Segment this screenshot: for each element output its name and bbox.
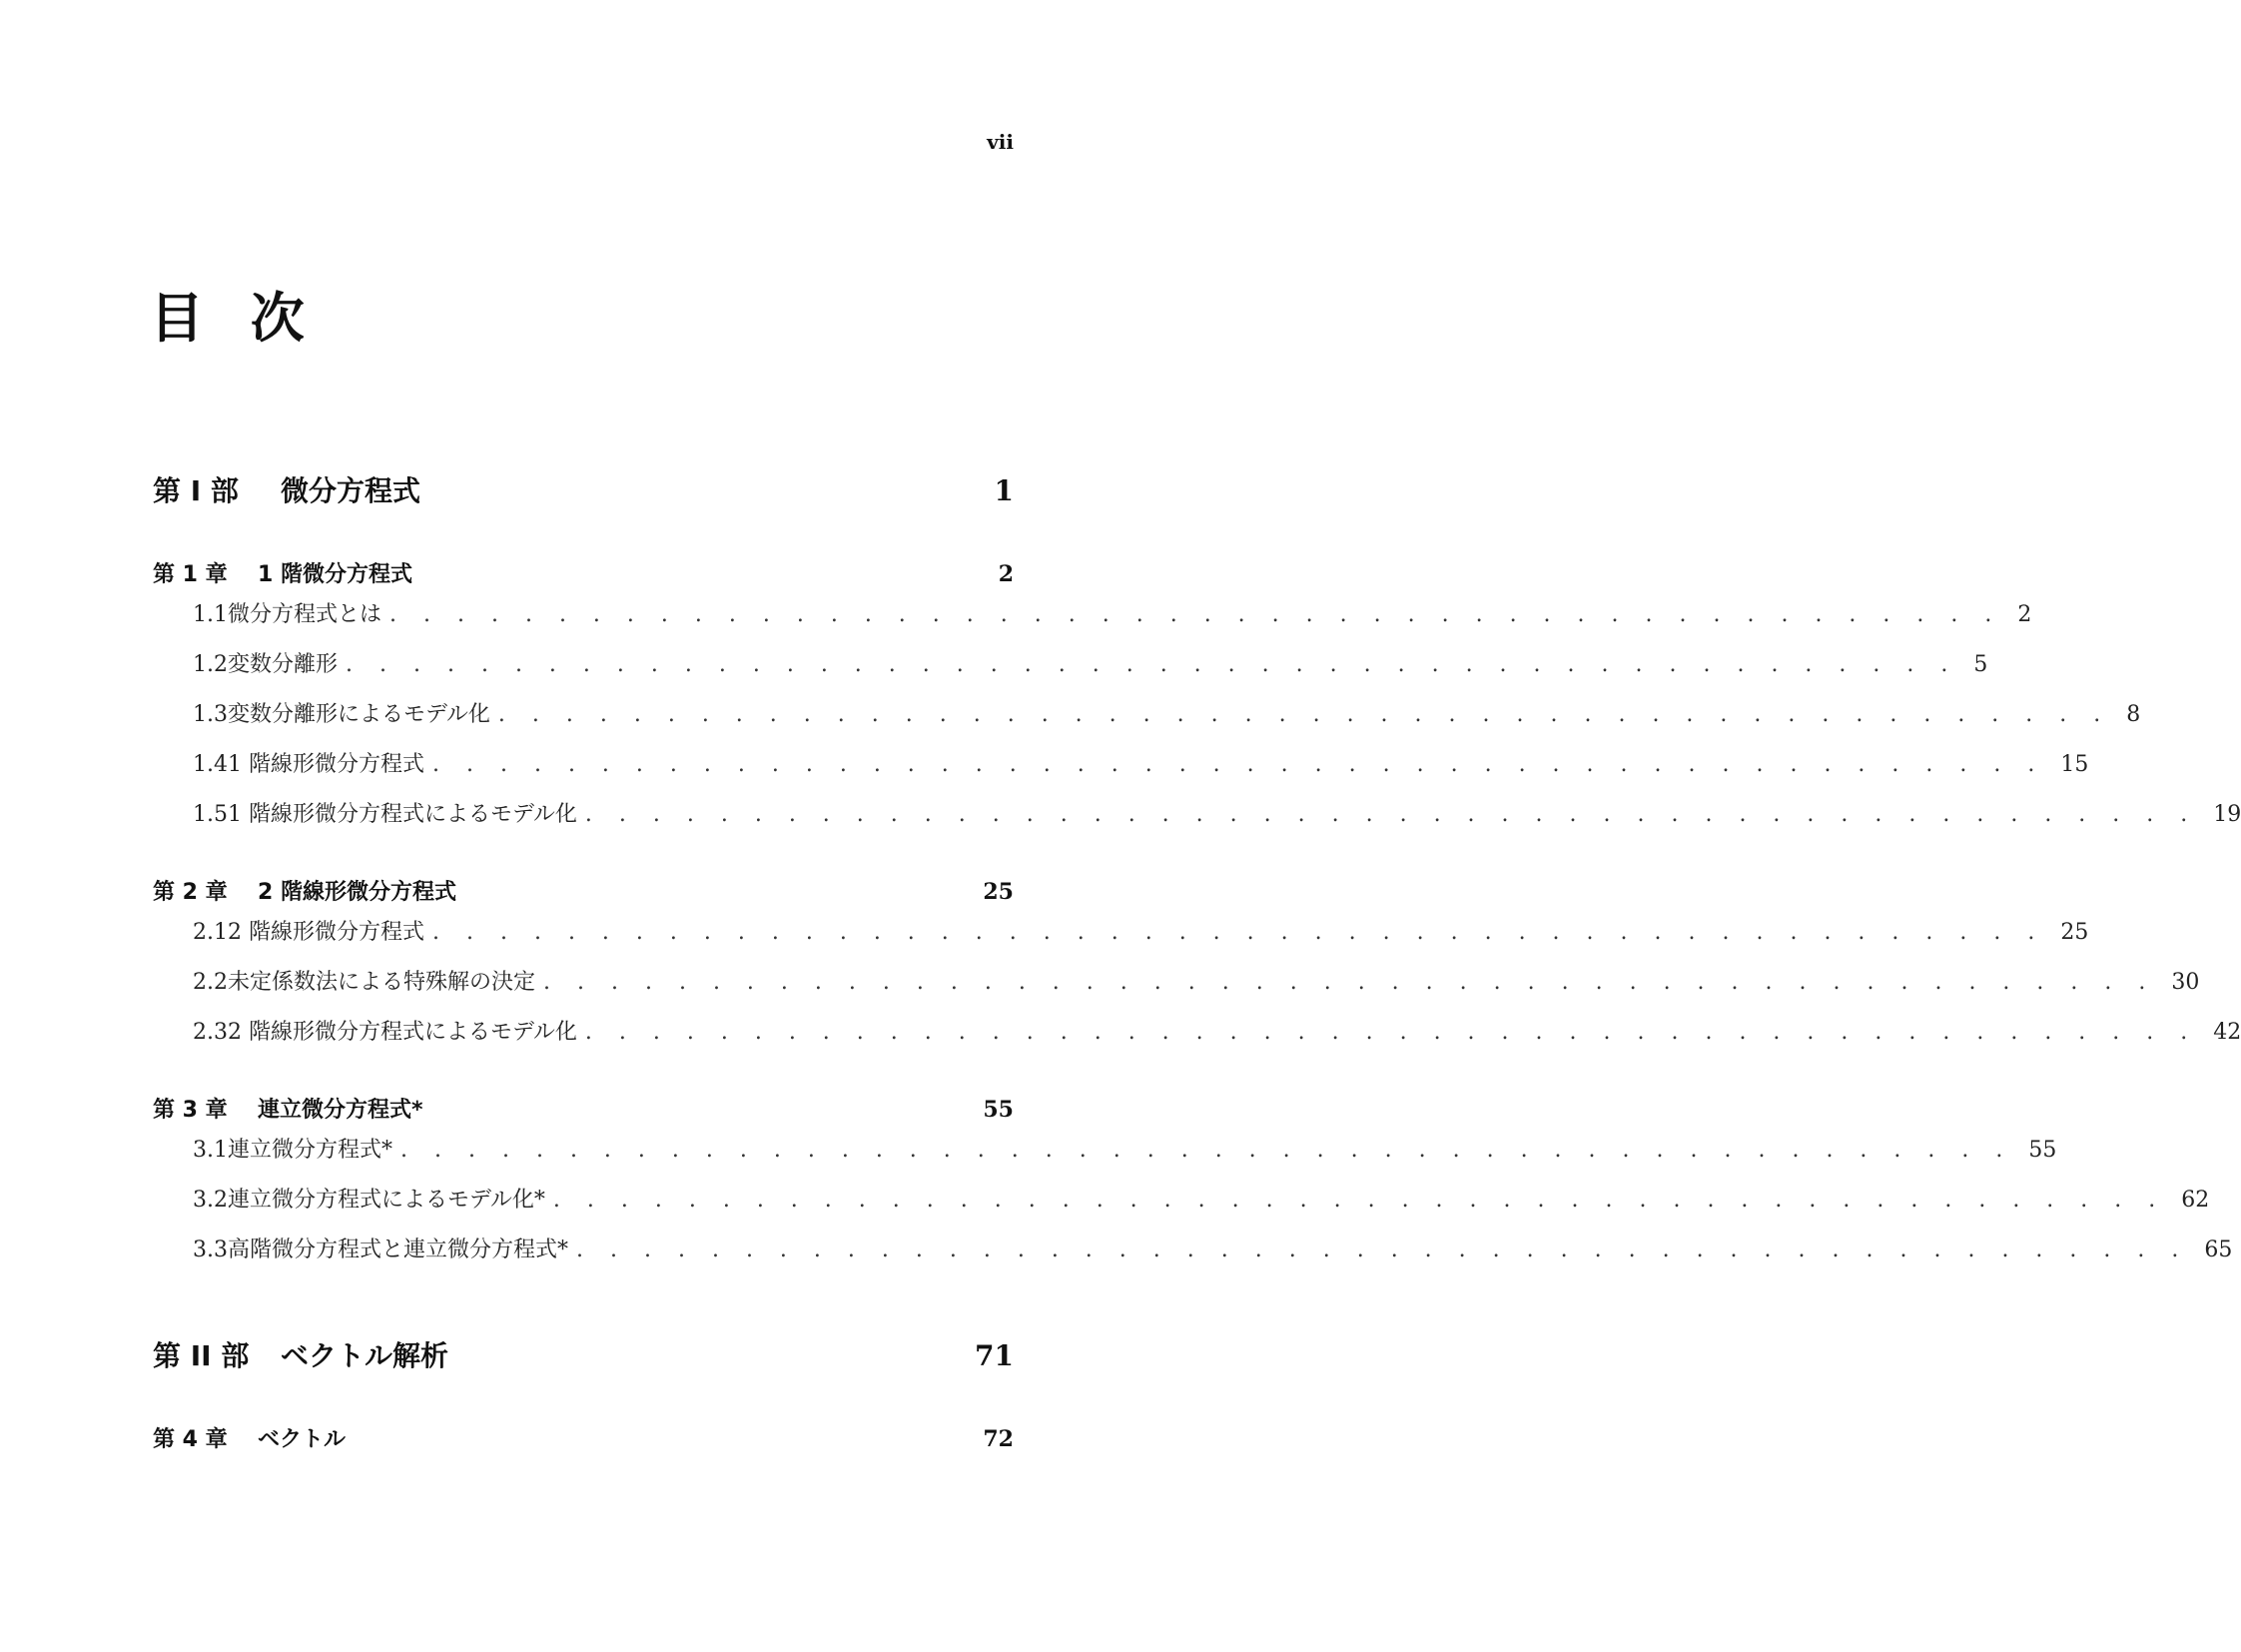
section-title: 変数分離形によるモデル化 bbox=[228, 702, 490, 727]
chapter-title: 1 階微分方程式 bbox=[258, 562, 412, 587]
dot-leader: . . . . . . . . . . . . . . . . . . . . . . . . . . . . . . . . . . . . . . . . . . . . . . . . bbox=[400, 1138, 2013, 1163]
section-page: 19 bbox=[2213, 802, 2241, 827]
section-number: 3.3 bbox=[193, 1238, 228, 1262]
section-number: 3.1 bbox=[193, 1138, 228, 1163]
section-page: 62 bbox=[2181, 1188, 2210, 1213]
section-page: 15 bbox=[2060, 752, 2089, 777]
section-title: 2 階線形微分方程式 bbox=[228, 920, 424, 945]
section-title: 変数分離形 bbox=[228, 652, 339, 677]
page-title: 目 次 bbox=[150, 287, 319, 350]
toc-chapter-4[interactable] bbox=[153, 1422, 1014, 1462]
section-page: 5 bbox=[1973, 652, 1988, 677]
dot-leader: . . . . . . . . . . . . . . . . . . . . . . . . . . . . . . . . . . . . . . . . . . . . . . . . bbox=[543, 970, 2156, 995]
dot-leader: . . . . . . . . . . . . . . . . . . . . . . . . . . . . . . . . . . . . . . . . . . . . . . . . bbox=[432, 920, 2045, 945]
toc-section-1-1[interactable] bbox=[153, 597, 2032, 647]
toc-section-2-3[interactable] bbox=[153, 1015, 2241, 1065]
chapter-label: 第 4 章 bbox=[153, 1427, 228, 1452]
toc-section-2-1[interactable] bbox=[153, 915, 2089, 965]
toc-section-3-1[interactable] bbox=[153, 1133, 2057, 1183]
section-page: 30 bbox=[2171, 970, 2200, 995]
chapter-title: 2 階線形微分方程式 bbox=[258, 880, 456, 905]
section-page: 55 bbox=[2028, 1138, 2057, 1163]
section-title: 連立微分方程式* bbox=[228, 1138, 393, 1163]
section-number: 2.3 bbox=[193, 1020, 228, 1045]
section-title: 未定係数法による特殊解の決定 bbox=[228, 970, 536, 995]
toc-section-1-4[interactable] bbox=[153, 747, 2089, 797]
table-of-contents bbox=[153, 469, 2241, 1462]
section-number: 2.1 bbox=[193, 920, 228, 945]
toc-section-1-2[interactable] bbox=[153, 647, 1988, 697]
section-page: 2 bbox=[2017, 602, 2032, 627]
section-number: 1.3 bbox=[193, 702, 228, 727]
part-page: 1 bbox=[994, 474, 1014, 507]
toc-chapter-3[interactable] bbox=[153, 1093, 1014, 1133]
section-page: 8 bbox=[2126, 702, 2141, 727]
chapter-page: 72 bbox=[983, 1426, 1014, 1452]
chapter-title: ベクトル bbox=[258, 1427, 347, 1452]
section-title: 2 階線形微分方程式によるモデル化 bbox=[228, 1020, 577, 1045]
chapter-label: 第 1 章 bbox=[153, 562, 228, 587]
dot-leader: . . . . . . . . . . . . . . . . . . . . . . . . . . . . . . . . . . . . . . . . . . . . . . . . bbox=[584, 1020, 2198, 1045]
dot-leader: . . . . . . . . . . . . . . . . . . . . . . . . . . . . . . . . . . . . . . . . . . . . . . . . bbox=[584, 802, 2198, 827]
toc-chapter-1[interactable] bbox=[153, 557, 1014, 597]
dot-leader: . . . . . . . . . . . . . . . . . . . . . . . . . . . . . . . . . . . . . . . . . . . . . . . . bbox=[576, 1238, 2189, 1262]
section-title: 微分方程式とは bbox=[228, 602, 382, 627]
dot-leader: . . . . . . . . . . . . . . . . . . . . . . . . . . . . . . . . . . . . . . . . . . . . . . . . bbox=[346, 652, 1958, 677]
toc-section-3-3[interactable] bbox=[153, 1233, 2233, 1282]
dot-leader: . . . . . . . . . . . . . . . . . . . . . . . . . . . . . . . . . . . . . . . . . . . . . . . . bbox=[552, 1188, 2166, 1213]
chapter-label: 第 3 章 bbox=[153, 1098, 228, 1123]
part-page: 71 bbox=[975, 1339, 1014, 1372]
dot-leader: . . . . . . . . . . . . . . . . . . . . . . . . . . . . . . . . . . . . . . . . . . . . . . . . bbox=[389, 602, 2002, 627]
section-number: 3.2 bbox=[193, 1188, 228, 1213]
section-page: 42 bbox=[2213, 1020, 2241, 1045]
section-number: 1.2 bbox=[193, 652, 228, 677]
section-title: 連立微分方程式によるモデル化* bbox=[228, 1188, 545, 1213]
part-label: 第 II 部 bbox=[153, 1339, 250, 1372]
toc-part-1[interactable] bbox=[153, 469, 1014, 529]
toc-section-2-2[interactable] bbox=[153, 965, 2200, 1015]
section-page: 25 bbox=[2060, 920, 2089, 945]
toc-section-1-3[interactable] bbox=[153, 697, 2141, 747]
chapter-page: 55 bbox=[983, 1097, 1014, 1123]
page-number: vii bbox=[987, 130, 1014, 154]
section-title: 1 階線形微分方程式 bbox=[228, 752, 424, 777]
section-title: 1 階線形微分方程式によるモデル化 bbox=[228, 802, 577, 827]
section-title: 高階微分方程式と連立微分方程式* bbox=[228, 1238, 569, 1262]
part-title: 微分方程式 bbox=[281, 474, 421, 507]
section-number: 1.5 bbox=[193, 802, 228, 827]
section-number: 2.2 bbox=[193, 970, 228, 995]
dot-leader: . . . . . . . . . . . . . . . . . . . . . . . . . . . . . . . . . . . . . . . . . . . . . . . . bbox=[432, 752, 2045, 777]
chapter-page: 25 bbox=[983, 879, 1014, 905]
chapter-page: 2 bbox=[998, 561, 1014, 587]
dot-leader: . . . . . . . . . . . . . . . . . . . . . . . . . . . . . . . . . . . . . . . . . . . . . . . . bbox=[497, 702, 2111, 727]
section-number: 1.1 bbox=[193, 602, 228, 627]
toc-chapter-2[interactable] bbox=[153, 875, 1014, 915]
chapter-title: 連立微分方程式* bbox=[258, 1098, 423, 1123]
section-page: 65 bbox=[2204, 1238, 2233, 1262]
toc-section-3-2[interactable] bbox=[153, 1183, 2210, 1233]
section-number: 1.4 bbox=[193, 752, 228, 777]
toc-section-1-5[interactable] bbox=[153, 797, 2241, 847]
chapter-label: 第 2 章 bbox=[153, 880, 228, 905]
toc-part-2[interactable] bbox=[153, 1334, 1014, 1394]
part-title: ベクトル解析 bbox=[281, 1339, 449, 1372]
part-label: 第 I 部 bbox=[153, 474, 239, 507]
